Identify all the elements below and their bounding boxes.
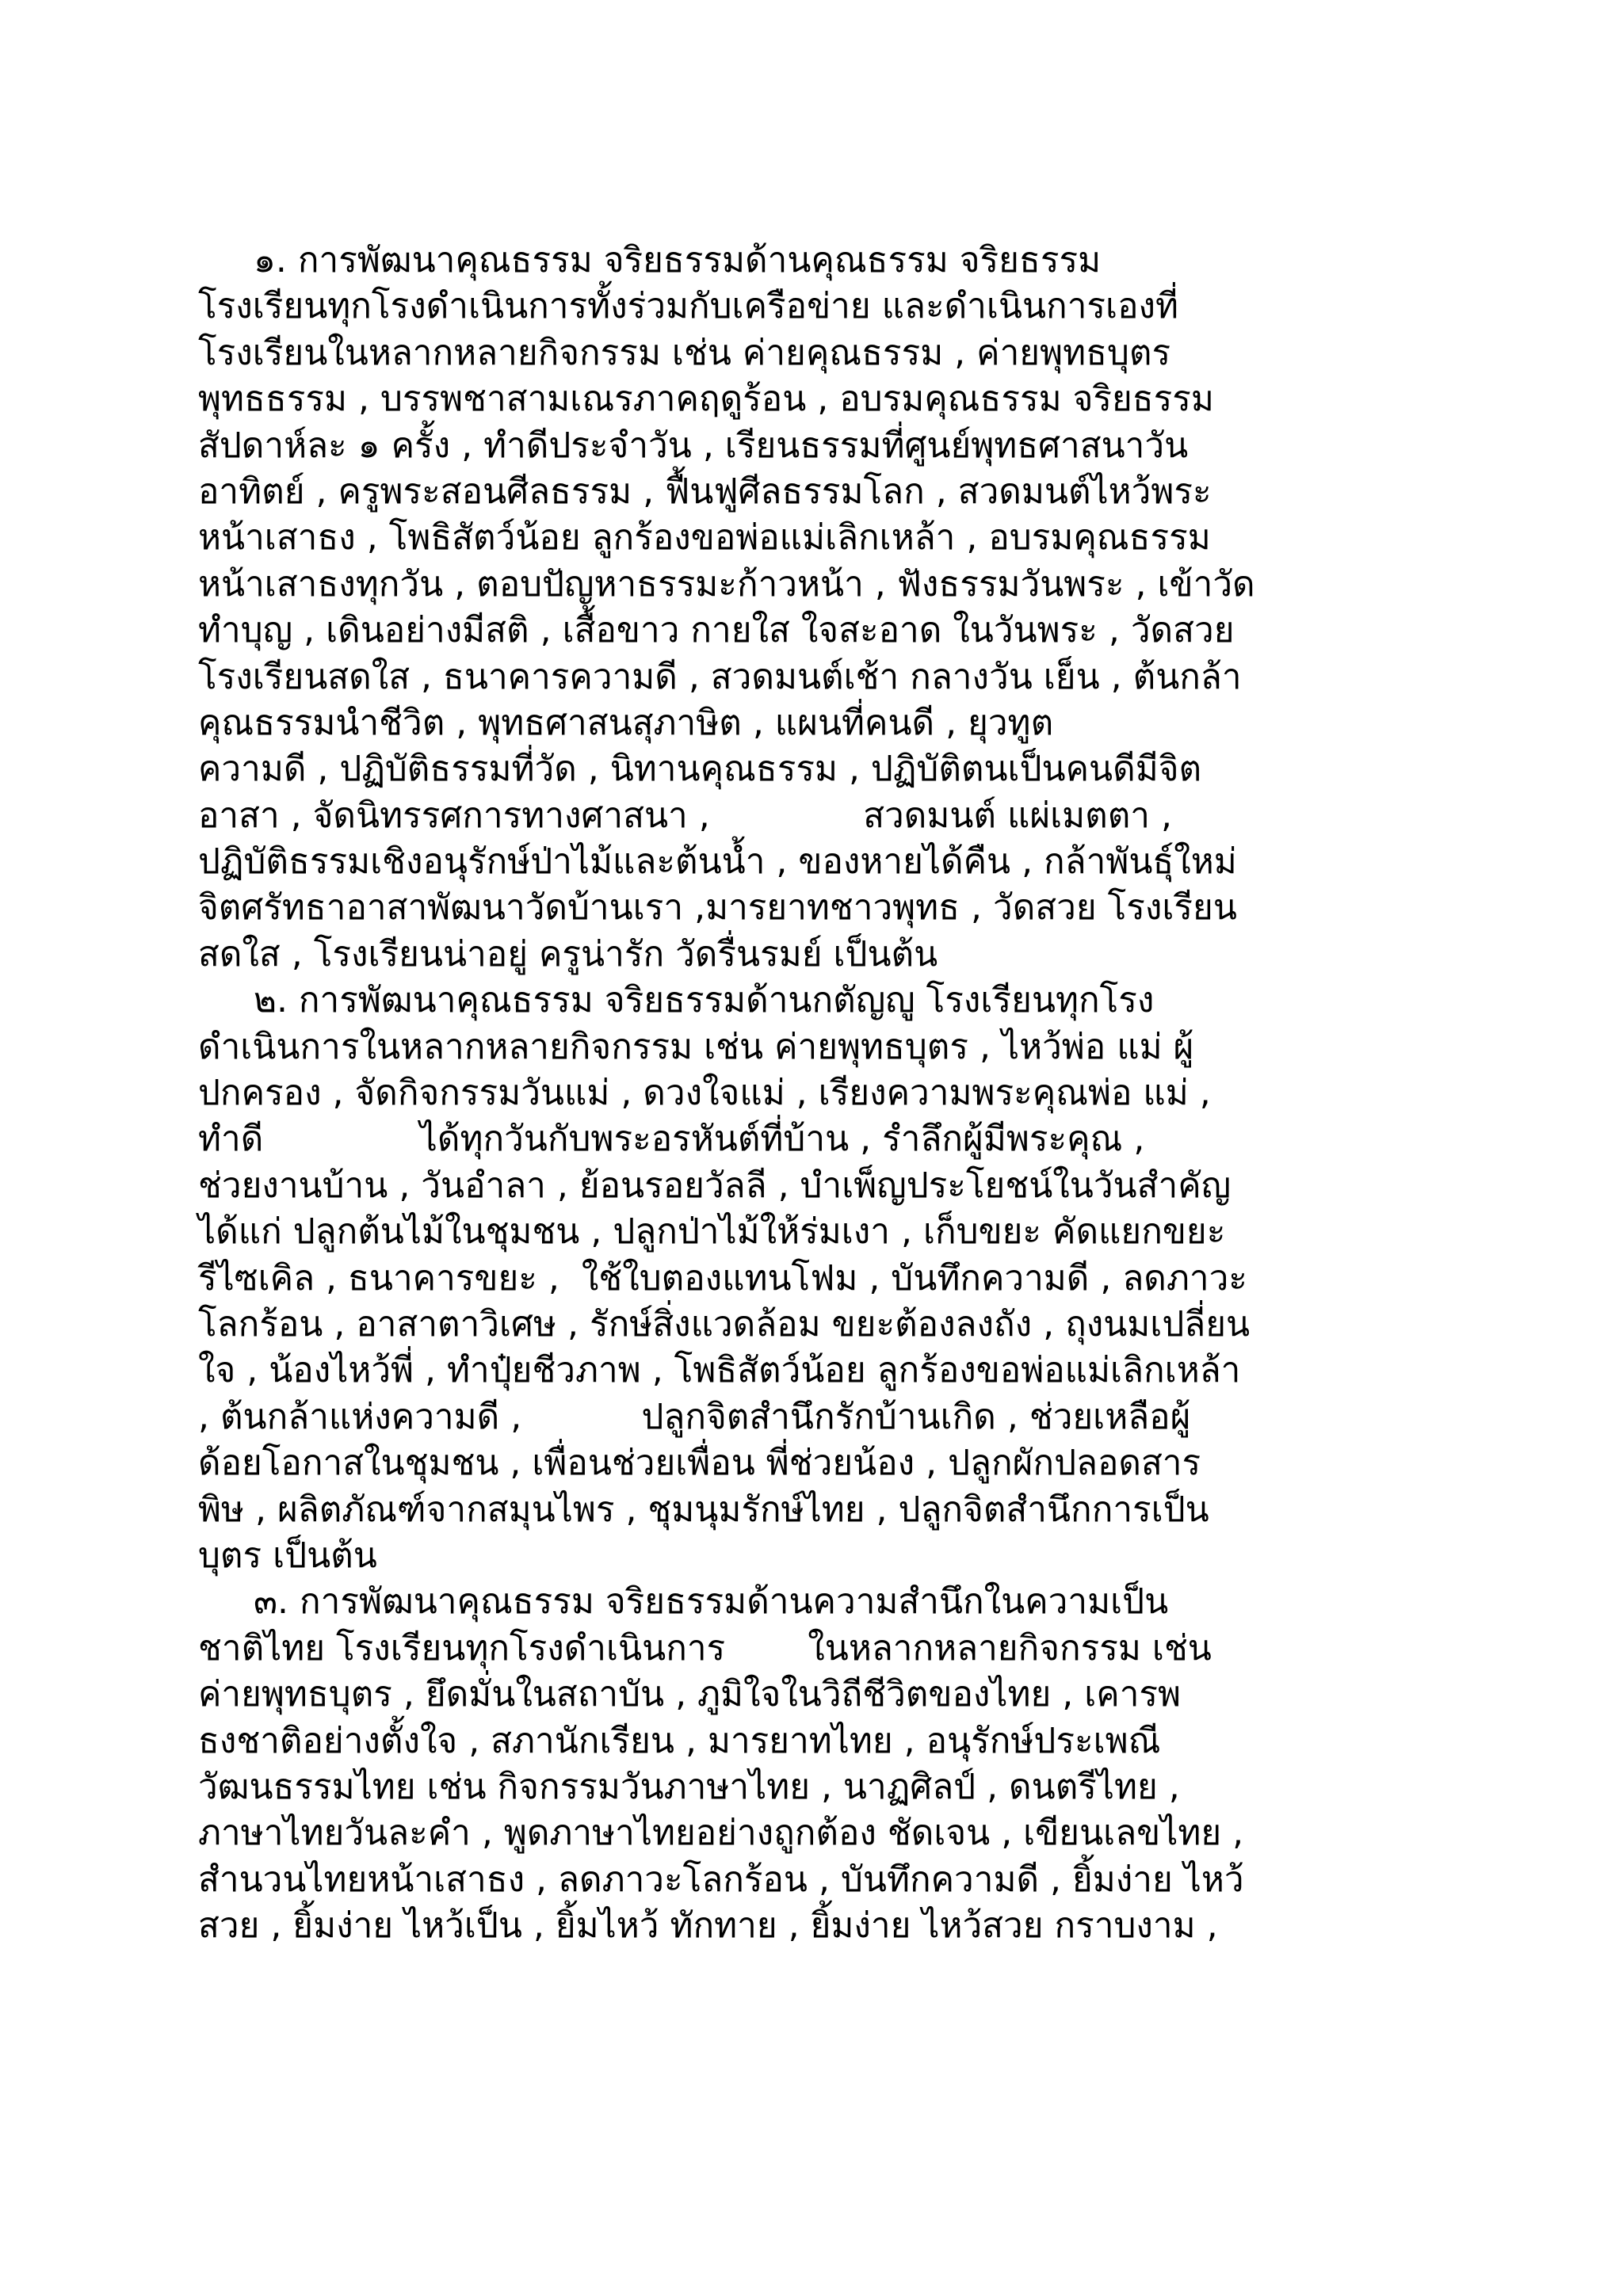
- text-line: ทำบุญ , เดินอย่างมีสติ , เสื้อขาว กายใส ใจสะอาด ในวันพระ , วัดสวย: [198, 610, 1235, 651]
- text-line: ปกครอง , จัดกิจกรรมวันแม่ , ดวงใจแม่ , เรียงความพระคุณพ่อ แม่ ,: [198, 1073, 1211, 1114]
- body-text: [198, 238, 1498, 1949]
- text-line: โรงเรียนทุกโรงดำเนินการทั้งร่วมกับเครือข่าย และดำเนินการเองที่: [198, 286, 1178, 327]
- text-line: ชาติไทย โรงเรียนทุกโรงดำเนินการ ในหลากหลายกิจกรรม เช่น: [198, 1627, 1212, 1669]
- text-line: โลกร้อน , อาสาตาวิเศษ , รักษ์สิ่งแวดล้อม ขยะต้องลงถัง , ถุงนมเปลี่ยน: [198, 1303, 1251, 1344]
- text-line: สัปดาห์ละ ๑ ครั้ง , ทำดีประจำวัน , เรียนธรรมที่ศูนย์พุทธศาสนาวัน: [198, 425, 1189, 466]
- text-line: ช่วยงานบ้าน , วันอำลา , ย้อนรอยวัลลี , บำเพ็ญประโยชน์ในวันสำคัญ: [198, 1165, 1232, 1206]
- text-line: สดใส , โรงเรียนน่าอยู่ ครูน่ารัก วัดรื่นรมย์ เป็นต้น: [198, 933, 938, 974]
- text-line: ธงชาติอย่างตั้งใจ , สภานักเรียน , มารยาทไทย , อนุรักษ์ประเพณี: [198, 1720, 1161, 1761]
- text-line: จิตศรัทธาอาสาพัฒนาวัดบ้านเรา ,มารยาทชาวพุทธ , วัดสวย โรงเรียน: [198, 887, 1237, 929]
- text-line: ด้อยโอกาสในชุมชน , เพื่อนช่วยเพื่อน พี่ช่วยน้อง , ปลูกผักปลอดสาร: [198, 1443, 1201, 1484]
- text-line: ๓. การพัฒนาคุณธรรม จริยธรรมด้านความสำนึกในความเป็น: [198, 1581, 1169, 1623]
- text-line: ทำดี ได้ทุกวันกับพระอรหันต์ที่บ้าน , รำลึกผู้มีพระคุณ ,: [198, 1119, 1145, 1160]
- text-line: โรงเรียนในหลากหลายกิจกรรม เช่น ค่ายคุณธรรม , ค่ายพุทธบุตร: [198, 332, 1171, 373]
- text-line: วัฒนธรรมไทย เช่น กิจกรรมวันภาษาไทย , นาฏศิลป์ , ดนตรีไทย ,: [198, 1766, 1180, 1807]
- text-line: ปฏิบัติธรรมเชิงอนุรักษ์ป่าไม้และต้นน้ำ , ของหายได้คืน , กล้าพันธุ์ใหม่: [198, 841, 1237, 883]
- text-line: โรงเรียนสดใส , ธนาคารความดี , สวดมนต์เช้า กลางวัน เย็น , ต้นกล้า: [198, 656, 1242, 697]
- text-line: คุณธรรมนำชีวิต , พุทธศาสนสุภาษิต , แผนที่คนดี , ยุวทูต: [198, 702, 1054, 743]
- text-line: ดำเนินการในหลากหลายกิจกรรม เช่น ค่ายพุทธบุตร , ไหว้พ่อ แม่ ผู้: [198, 1026, 1194, 1067]
- text-line: ๑. การพัฒนาคุณธรรม จริยธรรมด้านคุณธรรม จริยธรรม: [198, 240, 1102, 280]
- text-line: พิษ , ผลิตภัณฑ์จากสมุนไพร , ชุมนุมรักษ์ไทย , ปลูกจิตสำนึกการเป็น: [198, 1489, 1209, 1530]
- text-line: อาทิตย์ , ครูพระสอนศีลธรรม , ฟื้นฟูศีลธรรมโลก , สวดมนต์ไหว้พระ: [198, 471, 1212, 512]
- text-line: ค่ายพุทธบุตร , ยึดมั่นในสถาบัน , ภูมิใจในวิถีชีวิตของไทย , เคารพ: [198, 1674, 1182, 1715]
- text-line: ภาษาไทยวันละคำ , พูดภาษาไทยอย่างถูกต้อง ชัดเจน , เขียนเลขไทย ,: [198, 1813, 1244, 1854]
- text-line: สวย , ยิ้มง่าย ไหว้เป็น , ยิ้มไหว้ ทักทาย , ยิ้มง่าย ไหว้สวย กราบงาม ,: [198, 1905, 1218, 1947]
- text-line: ๒. การพัฒนาคุณธรรม จริยธรรมด้านกตัญญู โรงเรียนทุกโรง: [198, 980, 1155, 1021]
- text-line: หน้าเสาธง , โพธิสัตว์น้อย ลูกร้องขอพ่อแม่เลิกเหล้า , อบรมคุณธรรม: [198, 517, 1211, 559]
- text-line: ใจ , น้องไหว้พี่ , ทำปุ๋ยชีวภาพ , โพธิสัตว์น้อย ลูกร้องขอพ่อแม่เลิกเหล้า: [198, 1350, 1241, 1391]
- text-line: รีไซเคิล , ธนาคารขยะ , ใช้ใบตองแทนโฟม , บันทึกความดี , ลดภาวะ: [198, 1257, 1247, 1299]
- text-line: สำนวนไทยหน้าเสาธง , ลดภาวะโลกร้อน , บันทึกความดี , ยิ้มง่าย ไหว้: [198, 1859, 1244, 1900]
- text-line: ได้แก่ ปลูกต้นไม้ในชุมชน , ปลูกป่าไม้ให้ร่มเงา , เก็บขยะ คัดแยกขยะ: [198, 1211, 1226, 1253]
- text-line: บุตร เป็นต้น: [198, 1535, 377, 1576]
- text-line: พุทธธรรม , บรรพชาสามเณรภาคฤดูร้อน , อบรมคุณธรรม จริยธรรม: [198, 379, 1214, 420]
- text-line: ความดี , ปฏิบัติธรรมที่วัด , นิทานคุณธรรม , ปฏิบัติตนเป็นคนดีมีจิต: [198, 749, 1202, 790]
- text-line: อาสา , จัดนิทรรศการทางศาสนา , สวดมนต์ แผ่เมตตา ,: [198, 795, 1172, 836]
- text-line: หน้าเสาธงทุกวัน , ตอบปัญหาธรรมะก้าวหน้า , ฟังธรรมวันพระ , เข้าวัด: [198, 563, 1255, 605]
- text-line: , ต้นกล้าแห่งความดี , ปลูกจิตสำนึกรักบ้านเกิด , ช่วยเหลือผู้: [198, 1396, 1191, 1437]
